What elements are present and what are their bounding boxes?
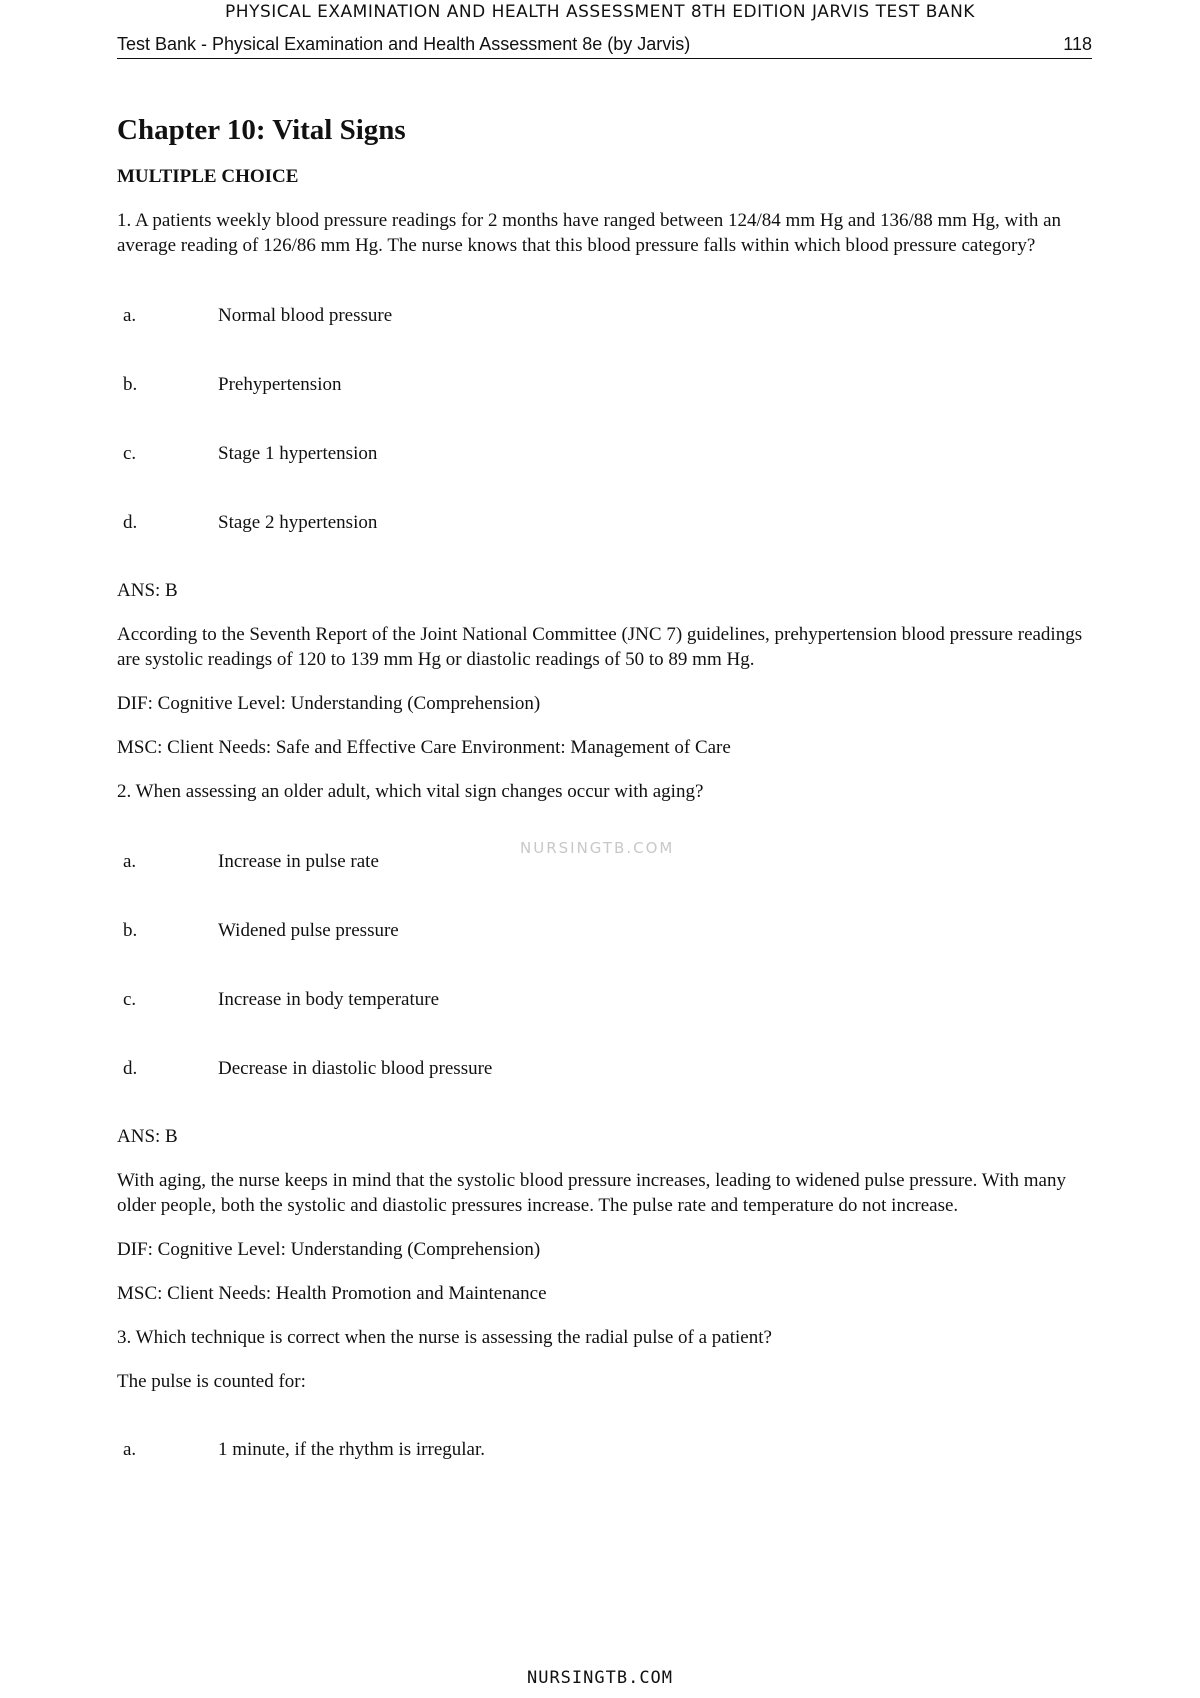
chapter-title: Chapter 10: Vital Signs	[117, 114, 406, 146]
option-letter: a.	[123, 305, 137, 326]
option-item	[117, 303, 1092, 372]
option-letter: a.	[123, 1439, 137, 1460]
option-item	[117, 987, 1092, 1056]
option-letter: b.	[123, 374, 138, 395]
option-text: Stage 2 hypertension	[218, 512, 378, 533]
question-sub-stem: The pulse is counted for:	[117, 1371, 306, 1392]
option-text: Widened pulse pressure	[218, 920, 399, 941]
client-needs: MSC: Client Needs: Safe and Effective Care Environment: Management of Care	[117, 737, 731, 758]
option-letter: b.	[123, 920, 138, 941]
option-item	[117, 372, 1092, 441]
option-item	[117, 510, 1092, 538]
answer-key: ANS: B	[117, 580, 178, 601]
option-item	[117, 918, 1092, 987]
option-item	[117, 441, 1092, 510]
client-needs: MSC: Client Needs: Health Promotion and Maintenance	[117, 1283, 547, 1304]
option-text: Prehypertension	[218, 374, 342, 395]
option-text: Normal blood pressure	[218, 305, 393, 326]
option-letter: c.	[123, 443, 137, 464]
top-banner: PHYSICAL EXAMINATION AND HEALTH ASSESSMENT 8TH EDITION JARVIS TEST BANK	[225, 2, 975, 22]
option-item	[117, 1056, 1092, 1084]
option-item	[117, 1437, 1092, 1465]
option-text: Stage 1 hypertension	[218, 443, 378, 464]
option-list	[117, 849, 1092, 1084]
question-stem: 3. Which technique is correct when the nurse is assessing the radial pulse of a patient?	[117, 1327, 772, 1348]
page-number: 118	[1063, 34, 1092, 54]
option-text: Decrease in diastolic blood pressure	[218, 1058, 493, 1079]
running-header	[117, 34, 1092, 59]
option-letter: a.	[123, 851, 137, 872]
footer-site: NURSINGTB.COM	[526, 1668, 674, 1688]
section-title: MULTIPLE CHOICE	[117, 166, 299, 187]
rationale: According to the Seventh Report of the Joint National Committee (JNC 7) guidelines, prehypertension blood pressure readings are systolic readings of 120 to 139 mm Hg or diastolic readings of 50 to 89 mm Hg.	[117, 624, 1083, 670]
option-text: Increase in pulse rate	[218, 851, 379, 872]
header-title: Test Bank - Physical Examination and Health Assessment 8e (by Jarvis)	[117, 34, 691, 54]
question-stem: 2. When assessing an older adult, which vital sign changes occur with aging?	[117, 781, 704, 802]
difficulty: DIF: Cognitive Level: Understanding (Comprehension)	[117, 693, 541, 714]
question-3	[117, 1325, 1092, 1465]
option-item	[117, 849, 1092, 918]
option-letter: d.	[123, 1058, 138, 1079]
question-1	[117, 208, 1092, 760]
watermark: NURSINGTB.COM	[520, 839, 675, 857]
answer-key: ANS: B	[117, 1126, 178, 1147]
option-list	[117, 303, 1092, 538]
option-text: 1 minute, if the rhythm is irregular.	[218, 1439, 486, 1460]
page-content	[117, 112, 1092, 1505]
option-text: Increase in body temperature	[218, 989, 440, 1010]
question-stem: 1. A patients weekly blood pressure readings for 2 months have ranged between 124/84 mm Hg and 136/88 mm Hg, with an average reading of 126/86 mm Hg. The nurse knows that this blood pressure falls within which blood pressure category?	[117, 210, 1062, 256]
option-list	[117, 1437, 1092, 1465]
question-2	[117, 779, 1092, 1306]
option-letter: c.	[123, 989, 137, 1010]
rationale: With aging, the nurse keeps in mind that the systolic blood pressure increases, leading to widened pulse pressure. With many older people, both the systolic and diastolic pressures increase. The pulse rate and temperature do not increase.	[117, 1170, 1066, 1216]
difficulty: DIF: Cognitive Level: Understanding (Comprehension)	[117, 1239, 541, 1260]
option-letter: d.	[123, 512, 138, 533]
